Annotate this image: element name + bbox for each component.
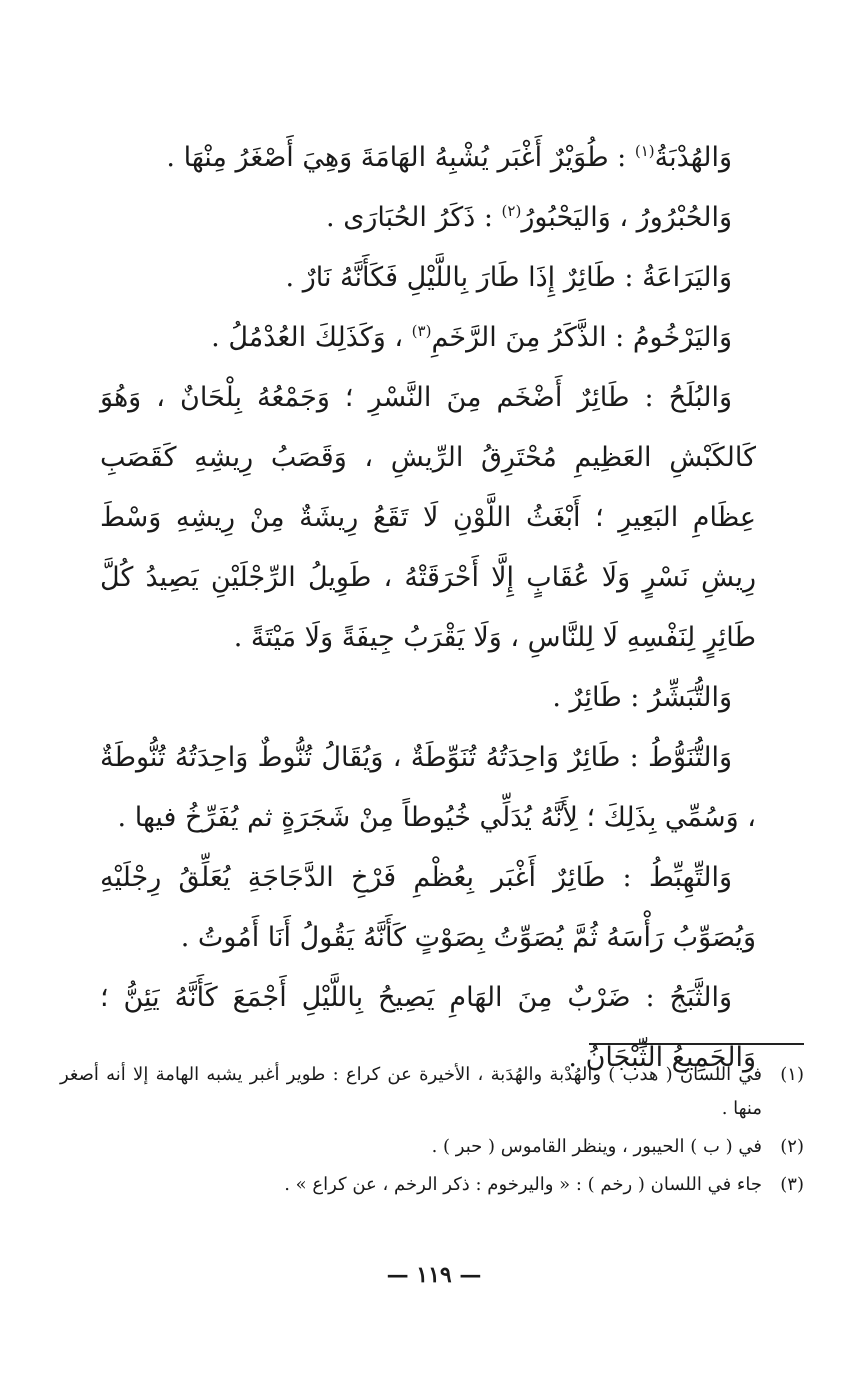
footnote-3 <box>60 1168 804 1202</box>
footnote-number: (٣) <box>780 1174 804 1195</box>
footnotes <box>60 1058 804 1206</box>
entry-tunawwut: وَالتُّنَوُّطُ : طَائِرٌ وَاحِدَتُهُ تُنَوِّطَةٌ ، وَيُقَالُ تُنُّوطٌ وَاحِدَتُهُ تُنُّوطَةٌ ، وَسُمِّي بِذَلِكَ ؛ لِأَنَّهُ يُدَلِّي خُيُوطاً مِنْ شَجَرَةٍ ثم يُفَرِّخُ فيها . <box>100 742 756 833</box>
entry-bulah: وَالبُلَحُ : طَائِرٌ أَضْخَم مِنَ النَّسْرِ ؛ وَجَمْعُهُ بِلْحَانٌ ، وَهُوَ كَالكَبْشِ العَظِيمِ مُحْتَرِقُ الرِّيشِ ، وَقَصَبُ رِيشِهِ كَقَصَبِ عِظَامِ البَعِيرِ ؛ أَبْغَثُ اللَّوْنِ لَا تَقَعُ رِيشَةٌ مِنْ رِيشِهِ وَسْطَ رِيشِ نَسْرٍ وَلَا عُقَابٍ إِلَّا أَحْرَقَتْهُ ، طَوِيلُ الرِّجْلَيْنِ يَصِيدُ كُلَّ طَائِرٍ لِنَفْسِهِ لَا لِلنَّاسِ ، وَلَا يَقْرَبُ جِيفَةً وَلَا مَيْتَةً . <box>100 382 756 653</box>
footnote-number: (٢) <box>780 1136 804 1157</box>
footnote-1 <box>60 1058 804 1126</box>
entry-yarkhum: وَاليَرْخُومُ : الذَّكَرُ مِنَ الرَّخَمِ$^{(٣)}$ ، وَكَذَلِكَ العُدْمُلُ . <box>211 322 732 353</box>
footnote-number: (١) <box>780 1064 804 1085</box>
footnote-ref-1: (١) <box>634 142 655 160</box>
entry-tihibbit: وَالتِّهِبِّطُ : طَائِرٌ أَغْبَر بِعُظْمِ فَرْخِ الدَّجَاجَةِ يُعَلِّقُ رِجْلَيْهِ وَيُصَوِّبُ رَأْسَهُ ثُمَّ يُصَوِّتُ بِصَوْتٍ كَأَنَّهُ يَقُولُ أَنَا أَمُوتُ . <box>100 862 756 953</box>
footnote-ref-3: (٣) <box>411 322 432 340</box>
main-text <box>100 128 756 1088</box>
footnote-text: جاء في اللسان ( رخم ) : « واليرخوم : ذكر الرخم ، عن كراع » . <box>284 1174 762 1195</box>
footnote-separator <box>589 1043 804 1045</box>
footnote-text: في ( ب ) الحيبور ، وينظر القاموس ( حبر ) . <box>431 1136 762 1157</box>
footnote-ref-2: (٢) <box>501 202 522 220</box>
entry-hudhuba: وَالهُدْبَةُ$^{(١)}$ : طُوَيْرٌ أَغْبَر يُشْبِهُ الهَامَةَ وَهِيَ أَصْغَرُ مِنْهَا . <box>166 142 732 173</box>
entry-tabashshur: وَالتُّبَشِّرُ : طَائِرٌ . <box>552 682 732 713</box>
entry-yara: وَاليَرَاعَةُ : طَائِرٌ إِذَا طَارَ بِاللَّيْلِ فَكَأَنَّهُ نَارٌ . <box>285 262 732 293</box>
footnote-2 <box>60 1130 804 1164</box>
entry-thabaj: وَالثَّبَجُ : ضَرْبٌ مِنَ الهَامِ يَصِيحُ بِاللَّيْلِ أَجْمَعَ كَأَنَّهُ يَئِنُّ ؛ وَالجَمِيعُ الثِّبْجَانُ . <box>100 982 756 1073</box>
page-number: — ١١٩ — <box>386 1262 482 1288</box>
footnote-text: في اللسان ( هدب ) والهُدْبة والهُدَبة ، الأخيرة عن كراع : طوير أغبر يشبه الهامة إلا أنه أصغر منها . <box>60 1064 762 1119</box>
entry-hubrur: وَالحُبْرُورُ ، وَاليَحْبُورُ$^{(٢)}$ : ذَكَرُ الحُبَارَى . <box>326 202 732 233</box>
